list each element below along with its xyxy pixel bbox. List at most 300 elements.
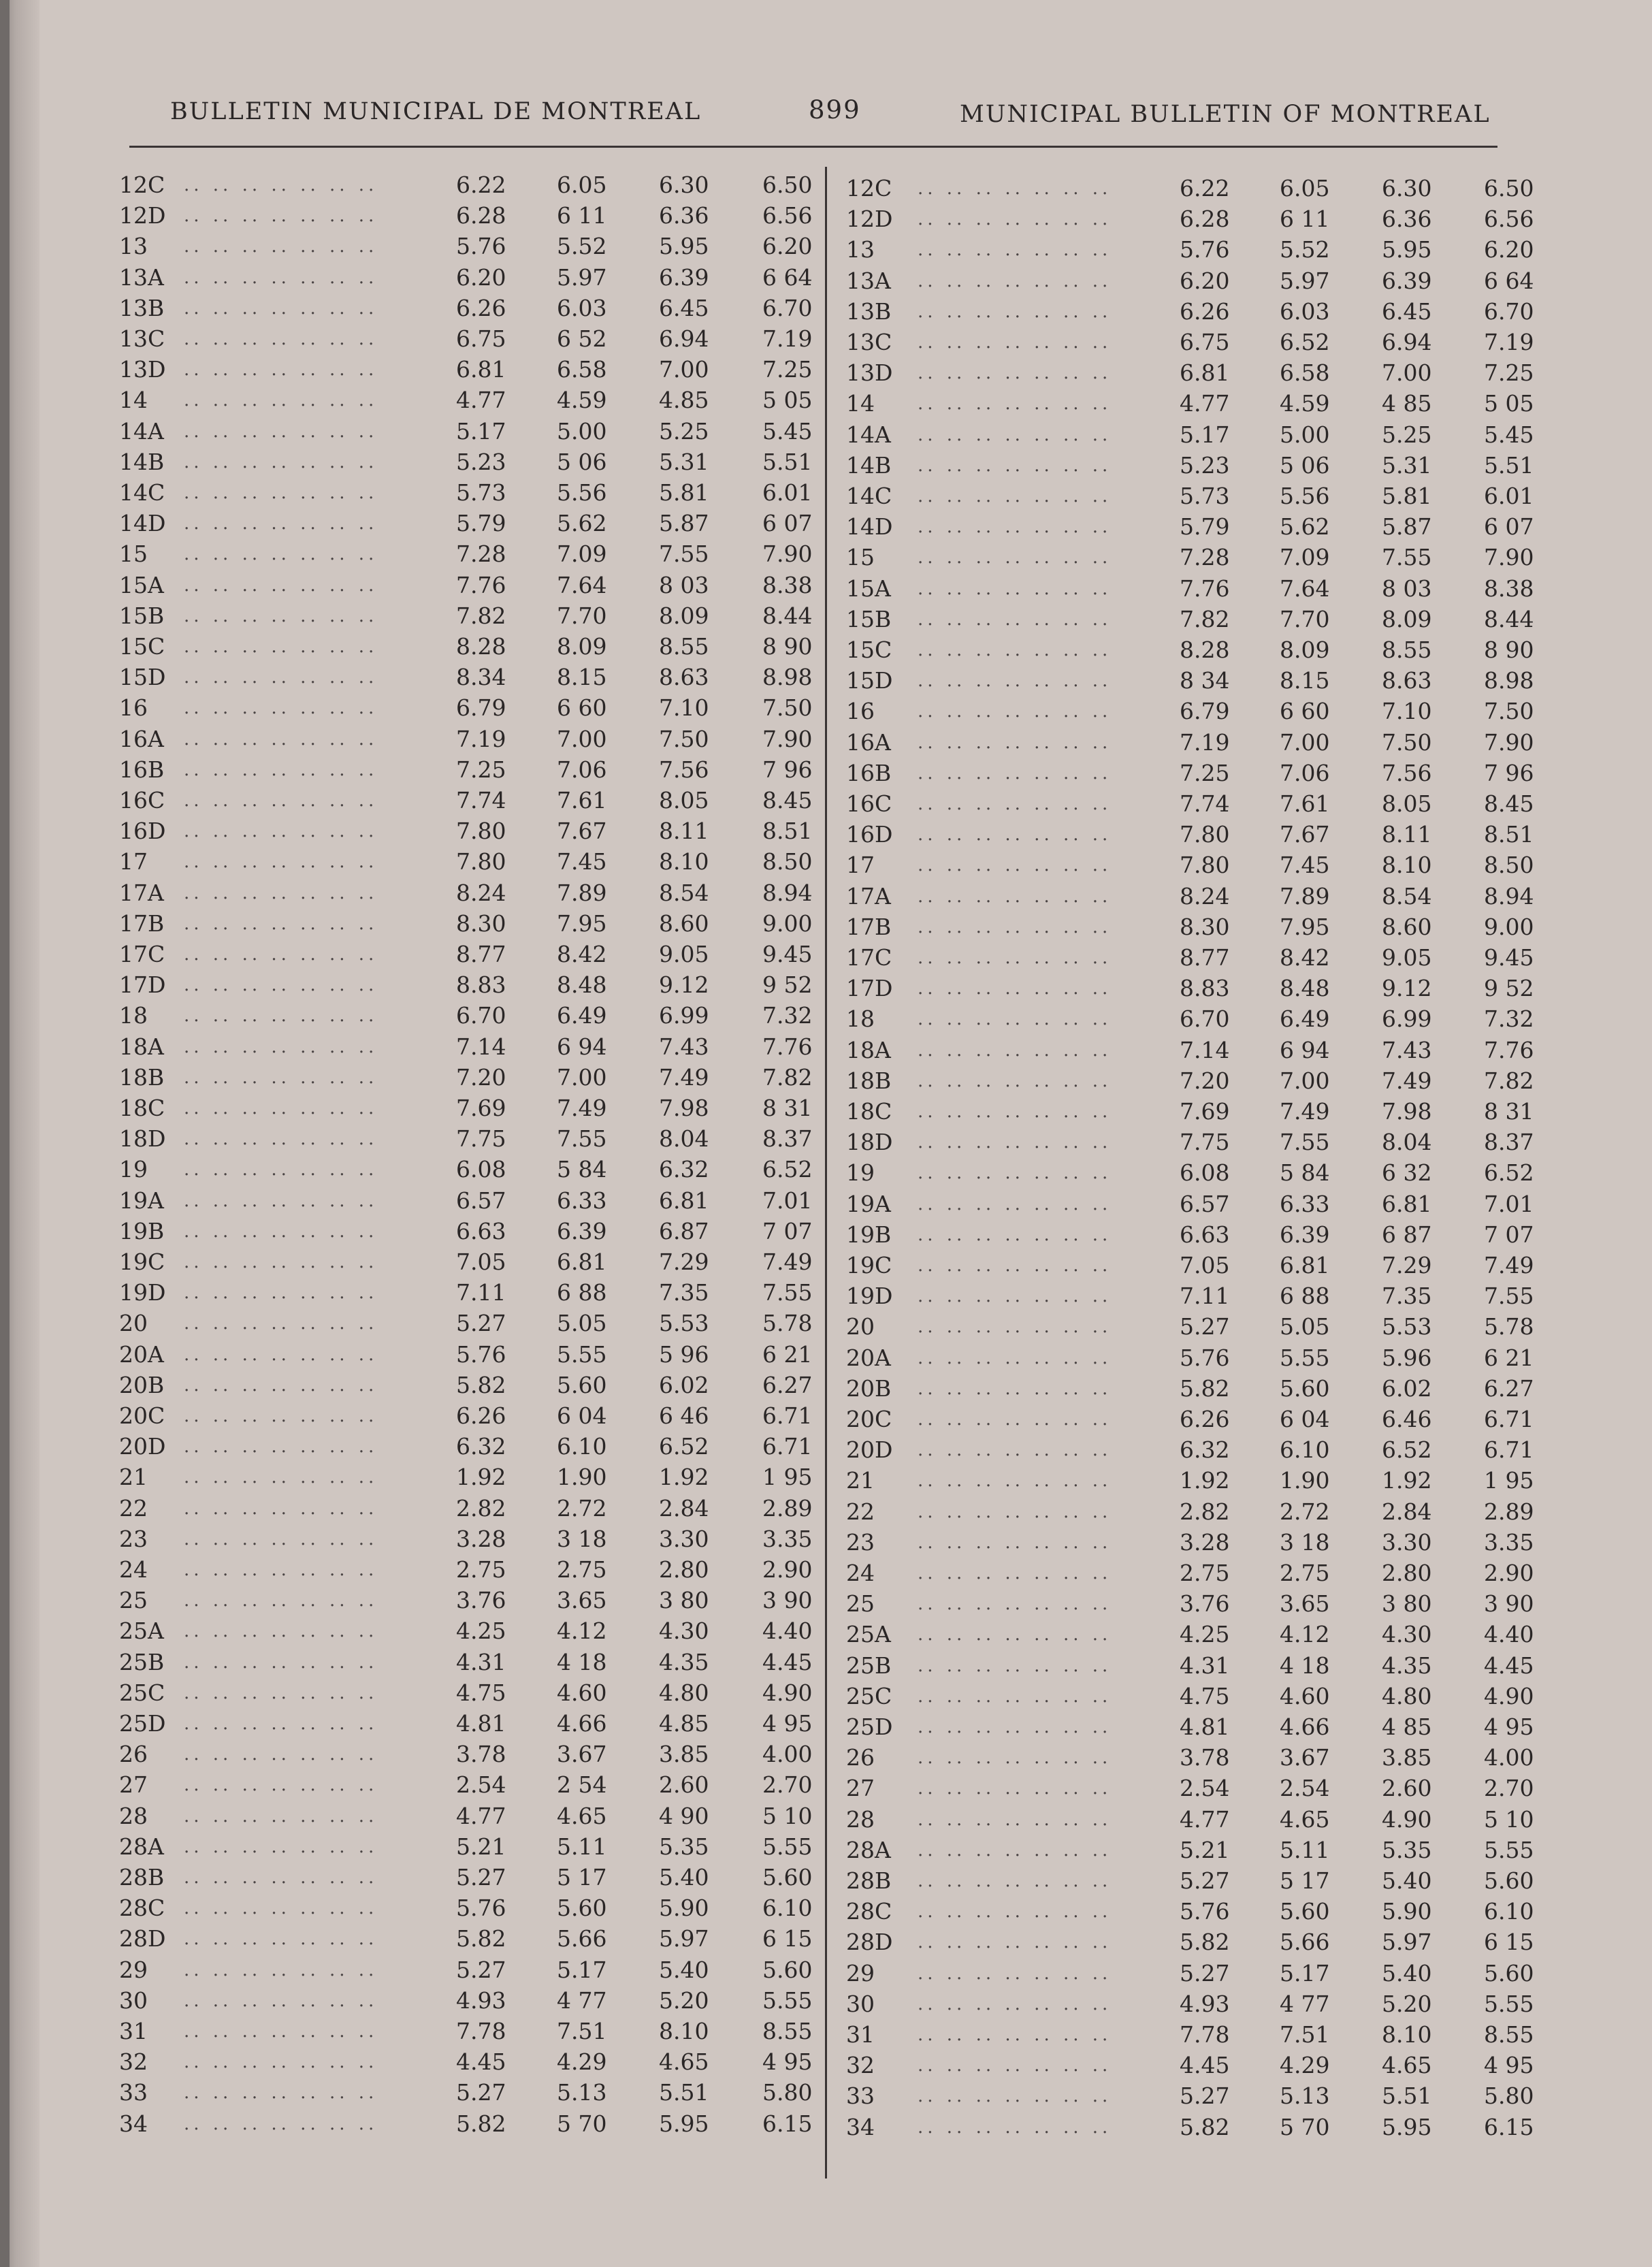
leader-dots: .. .. .. .. .. .. .. [184,605,378,626]
rate-value: 6.03 [1280,298,1330,325]
leader-dots: .. .. .. .. .. .. .. [184,1098,378,1119]
table-row [846,235,1534,265]
table-row [119,1709,820,1739]
rate-value: 7.82 [1180,605,1230,632]
table-row [846,943,1534,973]
leader-dots: .. .. .. .. .. .. .. [918,1070,1112,1091]
rate-value: 4 85 [1382,1714,1432,1740]
rate-value: 6.50 [1484,175,1534,202]
leader-dots: .. .. .. .. .. .. .. [184,1344,378,1365]
row-label: 27 [846,1775,875,1802]
rate-value: 6.70 [762,294,813,321]
table-row [119,1832,820,1862]
rate-value: 2.54 [1280,1775,1330,1802]
rate-value: 8.15 [557,664,607,691]
rate-value: 7.76 [1180,575,1230,602]
rate-value: 5.00 [1280,421,1330,448]
rate-value: 7.75 [456,1125,506,1153]
rate-value: 7.69 [1180,1098,1230,1125]
table-row [846,1497,1534,1527]
rate-value: 8.55 [1382,637,1432,663]
rate-value: 5.51 [1382,2083,1432,2110]
rate-value: 6.20 [762,233,813,260]
rate-value: 5.62 [557,510,607,537]
table-row [119,1647,820,1677]
table-row [119,2109,820,2139]
rate-value: 7.25 [1180,759,1230,786]
leader-dots: .. .. .. .. .. .. .. [918,1501,1112,1522]
rate-value: 5.17 [1180,421,1230,448]
rate-value: 5.76 [1180,1898,1230,1925]
leader-dots: .. .. .. .. .. .. .. [918,1193,1112,1215]
rate-value: 6.71 [1484,1406,1534,1432]
rate-value: 5.56 [1280,483,1330,509]
leader-dots: .. .. .. .. .. .. .. [918,1717,1112,1737]
rate-value: 5.27 [456,1864,506,1891]
rate-value: 6.46 [1382,1406,1432,1432]
rate-value: 6.26 [456,1402,506,1429]
rate-value: 6.30 [1382,175,1432,202]
rate-value: 3.67 [1280,1744,1330,1771]
rate-value: 7.00 [1280,728,1330,756]
table-row [846,327,1534,357]
table-row [119,1124,820,1154]
rate-value: 8.30 [1180,913,1230,940]
rate-value: 6.02 [659,1371,709,1398]
rate-value: 8 03 [1382,575,1432,602]
rate-value: 4.00 [762,1741,813,1768]
rate-value: 8.11 [1382,821,1432,848]
leader-dots: .. .. .. .. .. .. .. [184,575,378,596]
rate-value: 7.90 [1484,544,1534,571]
rate-value: 8.50 [1484,852,1534,879]
leader-dots: .. .. .. .. .. .. .. [918,1993,1112,2014]
rate-value: 7.05 [1180,1252,1230,1279]
rate-value: 4.90 [1484,1682,1534,1709]
rate-value: 6.30 [659,172,709,198]
row-label: 13B [119,294,165,321]
rate-value: 6.27 [1484,1374,1534,1402]
leader-dots: .. .. .. .. .. .. .. [184,267,378,288]
rate-value: 7.19 [762,325,813,352]
row-label: 20 [119,1310,148,1337]
leader-dots: .. .. .. .. .. .. .. [918,1686,1112,1707]
leader-dots: .. .. .. .. .. .. .. [184,1036,378,1057]
row-label: 12C [846,175,892,202]
leader-dots: .. .. .. .. .. .. .. [184,944,378,965]
row-label: 29 [119,1956,148,1983]
rate-value: 6.20 [1484,236,1534,263]
leader-dots: .. .. .. .. .. .. .. [184,1990,378,2011]
row-label: 22 [119,1494,148,1522]
rate-value: 5.95 [659,233,709,260]
rate-value: 2.60 [659,1771,709,1799]
rate-value: 5.00 [557,417,607,445]
leader-dots: .. .. .. .. .. .. .. [184,544,378,565]
rate-value: 3.30 [659,1525,709,1552]
rate-value: 5.55 [762,1987,813,2014]
rate-value: 1 95 [762,1464,813,1491]
rate-value: 5.96 [1382,1344,1432,1371]
table-row [846,1651,1534,1681]
rate-value: 7.49 [557,1095,607,1121]
rate-value: 4.90 [762,1679,813,1706]
table-row [119,1063,820,1093]
rate-value: 7.35 [659,1279,709,1306]
rate-value: 5 10 [762,1802,813,1829]
row-label: 16B [846,759,892,786]
rate-value: 5.95 [659,2110,709,2137]
rate-value: 7.25 [762,356,813,383]
rate-value: 5.52 [1280,236,1330,263]
rate-value: 8.63 [659,664,709,691]
row-label: 19B [846,1221,892,1248]
rate-value: 7.29 [1382,1252,1432,1279]
row-label: 17D [119,971,166,999]
rate-value: 7.19 [456,725,506,752]
rate-value: 6 88 [557,1279,607,1306]
table-row [846,882,1534,912]
rate-value: 9.00 [1484,913,1534,940]
rate-value: 9.45 [762,941,813,967]
rate-value: 8.30 [456,910,506,937]
leader-dots: .. .. .. .. .. .. .. [918,455,1112,476]
rate-value: 6.52 [1280,329,1330,355]
rate-value: 1.92 [1180,1467,1230,1494]
rate-value: 7 07 [762,1217,813,1244]
rate-value: 7.51 [557,2018,607,2044]
rate-value: 1.92 [1382,1467,1432,1494]
table-row [846,605,1534,634]
table-row [846,297,1534,327]
leader-dots: .. .. .. .. .. .. .. [918,424,1112,445]
row-label: 17C [119,941,165,967]
rate-value: 8 34 [1180,667,1230,694]
table-row [846,2020,1534,2050]
rate-value: 8.34 [456,664,506,691]
rate-value: 4.81 [1180,1714,1230,1740]
leader-dots: .. .. .. .. .. .. .. [918,978,1112,999]
leader-dots: .. .. .. .. .. .. .. [918,1040,1112,1061]
rate-value: 5.56 [557,479,607,506]
table-row [119,693,820,723]
leader-dots: .. .. .. .. .. .. .. [918,732,1112,753]
rate-value: 9 52 [762,971,813,999]
table-row [846,266,1534,296]
rate-value: 2.90 [1484,1560,1534,1586]
rate-value: 6.10 [557,1433,607,1460]
rate-value: 7.28 [1180,544,1230,571]
rate-value: 8.38 [762,571,813,598]
rate-value: 4.59 [557,387,607,414]
table-row [119,201,820,231]
rate-value: 5 05 [1484,390,1534,417]
table-row [846,451,1534,481]
rate-value: 5.82 [456,1925,506,1952]
row-label: 15C [846,637,892,663]
table-row [119,1001,820,1031]
table-row [846,1374,1534,1404]
rate-value: 3 90 [1484,1590,1534,1618]
rate-value: 5.17 [456,417,506,445]
leader-dots: .. .. .. .. .. .. .. [918,794,1112,814]
leader-dots: .. .. .. .. .. .. .. [918,486,1112,507]
rate-value: 7.90 [762,541,813,568]
table-row [846,1220,1534,1250]
table-row [846,696,1534,726]
rate-value: 7.50 [1484,698,1534,725]
leader-dots: .. .. .. .. .. .. .. [184,206,378,227]
rate-value: 6.70 [1484,298,1534,325]
rate-value: 5 06 [1280,451,1330,479]
leader-dots: .. .. .. .. .. .. .. [918,2117,1112,2138]
leader-dots: .. .. .. .. .. .. .. [918,609,1112,630]
rate-value: 6 07 [1484,513,1534,541]
table-row [119,1462,820,1492]
rate-value: 5.79 [456,510,506,537]
rate-value: 7.43 [659,1033,709,1060]
leader-dots: .. .. .. .. .. .. .. [184,1805,378,1827]
table-row [119,909,820,939]
rate-value: 7 96 [1484,759,1534,786]
rate-value: 5.90 [659,1895,709,1922]
table-row [119,509,820,538]
leader-dots: .. .. .. .. .. .. .. [918,762,1112,784]
rate-value: 4.35 [1382,1652,1432,1679]
row-label: 24 [846,1560,875,1586]
row-label: 31 [119,2018,148,2044]
row-label: 13 [846,236,875,263]
leader-dots: .. .. .. .. .. .. .. [184,236,378,257]
rate-value: 4.66 [1280,1714,1330,1740]
leader-dots: .. .. .. .. .. .. .. [184,1467,378,1488]
table-row [119,385,820,415]
rate-value: 8 31 [762,1095,813,1121]
row-label: 16D [119,818,166,845]
rate-value: 8.37 [1484,1129,1534,1156]
rate-value: 5.62 [1280,513,1330,541]
leader-dots: .. .. .. .. .. .. .. [184,1190,378,1211]
rate-value: 8.54 [1382,882,1432,910]
rate-value: 7.76 [456,571,506,598]
rate-value: 8.51 [762,818,813,845]
leader-dots: .. .. .. .. .. .. .. [918,671,1112,692]
table-row [846,2051,1534,2080]
row-label: 26 [846,1744,875,1771]
row-label: 13D [119,356,166,383]
table-row [846,728,1534,758]
rate-value: 5.35 [1382,1836,1432,1863]
leader-dots: .. .. .. .. .. .. .. [918,393,1112,415]
rate-value: 4.45 [1484,1652,1534,1679]
rate-value: 7.80 [456,818,506,845]
rate-value: 7.75 [1180,1129,1230,1156]
rate-value: 5.13 [557,2079,607,2106]
rate-value: 6.10 [1484,1898,1534,1925]
leader-dots: .. .. .. .. .. .. .. [184,698,378,719]
rate-value: 8.05 [659,787,709,814]
rate-value: 5.97 [659,1925,709,1952]
rate-value: 4.80 [1382,1682,1432,1709]
rate-value: 4 95 [1484,2052,1534,2079]
rate-value: 2.54 [456,1771,506,1799]
table-row [846,1712,1534,1742]
row-label: 17D [846,975,893,1002]
rate-value: 4 95 [762,2048,813,2076]
rate-value: 5.82 [456,2110,506,2137]
rate-value: 1.92 [659,1464,709,1491]
rate-value: 8.77 [1180,944,1230,971]
leader-dots: .. .. .. .. .. .. .. [184,1682,378,1703]
row-label: 17 [119,848,148,875]
row-label: 30 [846,1990,875,2017]
rate-value: 4.25 [456,1618,506,1645]
rate-value: 7.49 [1382,1067,1432,1094]
leader-dots: .. .. .. .. .. .. .. [184,1252,378,1272]
rate-value: 7.10 [1382,698,1432,725]
table-row [119,1863,820,1893]
leader-dots: .. .. .. .. .. .. .. [918,886,1112,907]
leader-dots: .. .. .. .. .. .. .. [184,175,378,195]
rate-value: 8.05 [1382,790,1432,817]
rate-value: 5.21 [456,1833,506,1860]
row-label: 28 [119,1802,148,1829]
rate-value: 6.52 [659,1433,709,1460]
table-row [846,2081,1534,2111]
rate-value: 4 95 [762,1710,813,1737]
row-label: 28D [119,1925,166,1952]
table-row [846,1097,1534,1127]
leader-dots: .. .. .. .. .. .. .. [918,824,1112,846]
rate-value: 2.60 [1382,1775,1432,1802]
row-label: 17C [846,944,892,971]
leader-dots: .. .. .. .. .. .. .. [184,513,378,534]
rate-value: 5.55 [557,1340,607,1368]
rate-value: 9.12 [659,971,709,999]
rate-value: 8.83 [456,971,506,999]
rate-value: 6 60 [557,694,607,722]
leader-dots: .. .. .. .. .. .. .. [184,667,378,688]
rate-value: 4.81 [456,1710,506,1737]
rate-value: 7.78 [456,2018,506,2044]
row-label: 14D [846,513,893,541]
table-row [119,231,820,261]
rate-value: 7.28 [456,541,506,568]
rate-value: 3.76 [456,1587,506,1614]
row-label: 18A [846,1036,891,1063]
leader-dots: .. .. .. .. .. .. .. [184,359,378,381]
rate-value: 7.45 [557,848,607,875]
row-label: 22 [846,1498,875,1525]
rate-value: 6.63 [456,1217,506,1244]
table-row [119,939,820,969]
rate-value: 6.28 [456,202,506,229]
leader-dots: .. .. .. .. .. .. .. [184,1313,378,1334]
table-row [119,724,820,754]
row-label: 15 [846,544,875,571]
rate-value: 5.45 [762,417,813,445]
rate-value: 8.42 [1280,944,1330,971]
rate-value: 7.01 [762,1187,813,1214]
rate-value: 4 95 [1484,1714,1534,1740]
row-label: 13 [119,233,148,260]
leader-dots: .. .. .. .. .. .. .. [184,2113,378,2134]
rate-value: 5.60 [557,1371,607,1398]
rate-value: 6 94 [1280,1036,1330,1063]
row-label: 28A [846,1836,891,1863]
rate-value: 7.50 [762,694,813,722]
table-row [846,358,1534,388]
rate-value: 5.78 [1484,1313,1534,1340]
rate-value: 6 52 [557,325,607,352]
leader-dots: .. .. .. .. .. .. .. [918,1809,1112,1830]
row-label: 25C [119,1679,165,1706]
row-label: 30 [119,1987,148,2014]
rate-value: 5.82 [1180,2113,1230,2140]
table-row [846,1404,1534,1434]
rate-value: 4.77 [1180,1805,1230,1833]
rate-value: 6.52 [762,1156,813,1183]
leader-dots: .. .. .. .. .. .. .. [184,1590,378,1611]
rate-value: 5.13 [1280,2083,1330,2110]
rate-value: 6.32 [1180,1436,1230,1464]
rate-value: 6.99 [659,1002,709,1029]
leader-dots: .. .. .. .. .. .. .. [918,1440,1112,1461]
table-row [846,1989,1534,2019]
rate-value: 5 05 [762,387,813,414]
table-row [846,174,1534,204]
leader-dots: .. .. .. .. .. .. .. [918,701,1112,722]
leader-dots: .. .. .. .. .. .. .. [184,882,378,903]
table-row [846,1312,1534,1342]
rate-value: 2.90 [762,1556,813,1583]
table-row [846,635,1534,665]
rate-value: 2.75 [1180,1560,1230,1586]
row-label: 16 [119,694,148,722]
table-row [846,1435,1534,1465]
rate-value: 9.45 [1484,944,1534,971]
row-label: 18 [119,1002,148,1029]
rate-value: 5.40 [659,1864,709,1891]
table-row [846,2112,1534,2142]
rate-value: 7.61 [1280,790,1330,817]
row-label: 19 [119,1156,148,1183]
table-row [846,820,1534,850]
row-label: 16A [119,725,164,752]
rate-value: 5.17 [1280,1959,1330,1987]
row-label: 25C [846,1682,892,1709]
rate-value: 7.51 [1280,2021,1330,2048]
leader-dots: .. .. .. .. .. .. .. [184,1867,378,1888]
table-row [119,1555,820,1585]
rate-value: 1 95 [1484,1467,1534,1494]
rate-value: 2.72 [1280,1498,1330,1525]
rate-value: 2.70 [1484,1775,1534,1802]
rate-value: 6 94 [557,1033,607,1060]
leader-dots: .. .. .. .. .. .. .. [918,640,1112,660]
leader-dots: .. .. .. .. .. .. .. [918,1871,1112,1891]
rate-value: 7.56 [659,756,709,783]
leader-dots: .. .. .. .. .. .. .. [918,1839,1112,1861]
row-label: 26 [119,1741,148,1768]
row-label: 25 [119,1587,148,1614]
row-label: 20D [846,1436,893,1464]
rate-value: 5 10 [1484,1805,1534,1833]
rate-value: 5.17 [557,1956,607,1983]
rate-value: 4.45 [456,2048,506,2076]
table-row [119,1986,820,2016]
rate-value: 6.32 [456,1433,506,1460]
